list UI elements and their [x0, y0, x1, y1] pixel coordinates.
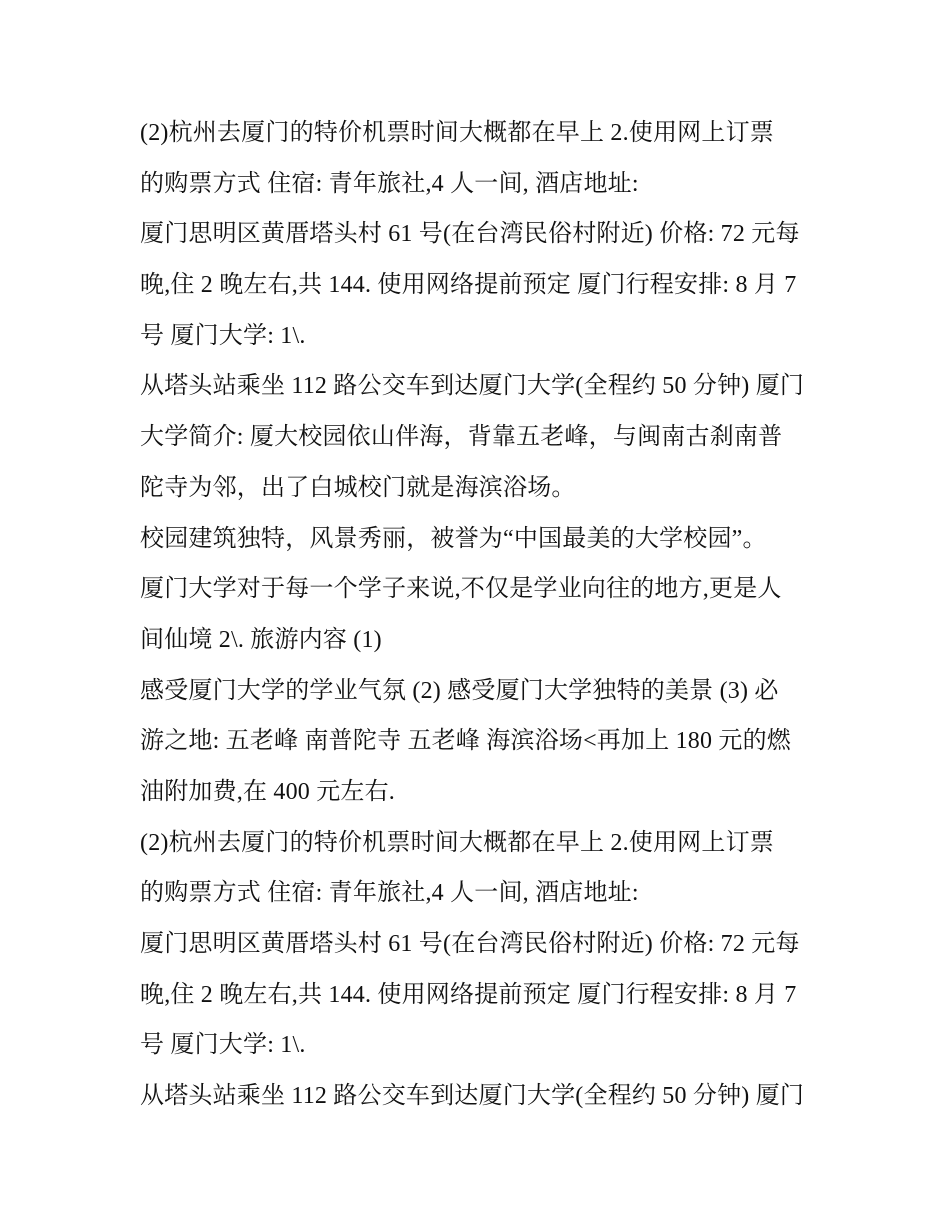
text-line: 从塔头站乘坐 112 路公交车到达厦门大学(全程约 50 分钟) 厦门: [140, 373, 805, 400]
text-line: (2)杭州去厦门的特价机票时间大概都在早上 2.使用网上订票: [140, 120, 774, 146]
text-line: 校园建筑独特，风景秀丽，被誉为“中国最美的大学校园”。: [140, 525, 767, 552]
text-line: 号 厦门大学: 1\.: [140, 1032, 306, 1059]
text-line: 厦门思明区黄厝塔头村 61 号(在台湾民俗村附近) 价格: 72 元每: [140, 221, 800, 248]
document-body: [140, 108, 830, 1122]
text-line: 的购票方式 住宿: 青年旅社,4 人一间, 酒店地址:: [140, 170, 639, 197]
text-line: 大学简介: 厦大校园依山伴海，背靠五老峰，与闽南古刹南普: [140, 424, 783, 451]
text-line: 间仙境 2\. 旅游内容 (1): [140, 626, 382, 653]
text-line: 晚,住 2 晚左右,共 144. 使用网络提前预定 厦门行程安排: 8 月 7: [140, 981, 797, 1008]
text-line: 号 厦门大学: 1\.: [140, 322, 306, 349]
text-line: 晚,住 2 晚左右,共 144. 使用网络提前预定 厦门行程安排: 8 月 7: [140, 272, 797, 299]
text-line: 油附加费,在 400 元左右.: [140, 778, 395, 805]
text-line: (2)杭州去厦门的特价机票时间大概都在早上 2.使用网上订票: [140, 829, 774, 856]
text-line: 从塔头站乘坐 112 路公交车到达厦门大学(全程约 50 分钟) 厦门: [140, 1083, 805, 1110]
text-line: 厦门大学对于每一个学子来说,不仅是学业向往的地方,更是人: [140, 576, 782, 603]
text-line: 陀寺为邻，出了白城校门就是海滨浴场。: [140, 474, 576, 501]
text-line: 厦门思明区黄厝塔头村 61 号(在台湾民俗村附近) 价格: 72 元每: [140, 931, 800, 957]
text-line: 游之地: 五老峰 南普陀寺 五老峰 海滨浴场<再加上 180 元的燃: [140, 728, 792, 755]
text-line: 的购票方式 住宿: 青年旅社,4 人一间, 酒店地址:: [140, 880, 639, 907]
text-line: 感受厦门大学的学业气氛 (2) 感受厦门大学独特的美景 (3) 必: [140, 677, 779, 704]
